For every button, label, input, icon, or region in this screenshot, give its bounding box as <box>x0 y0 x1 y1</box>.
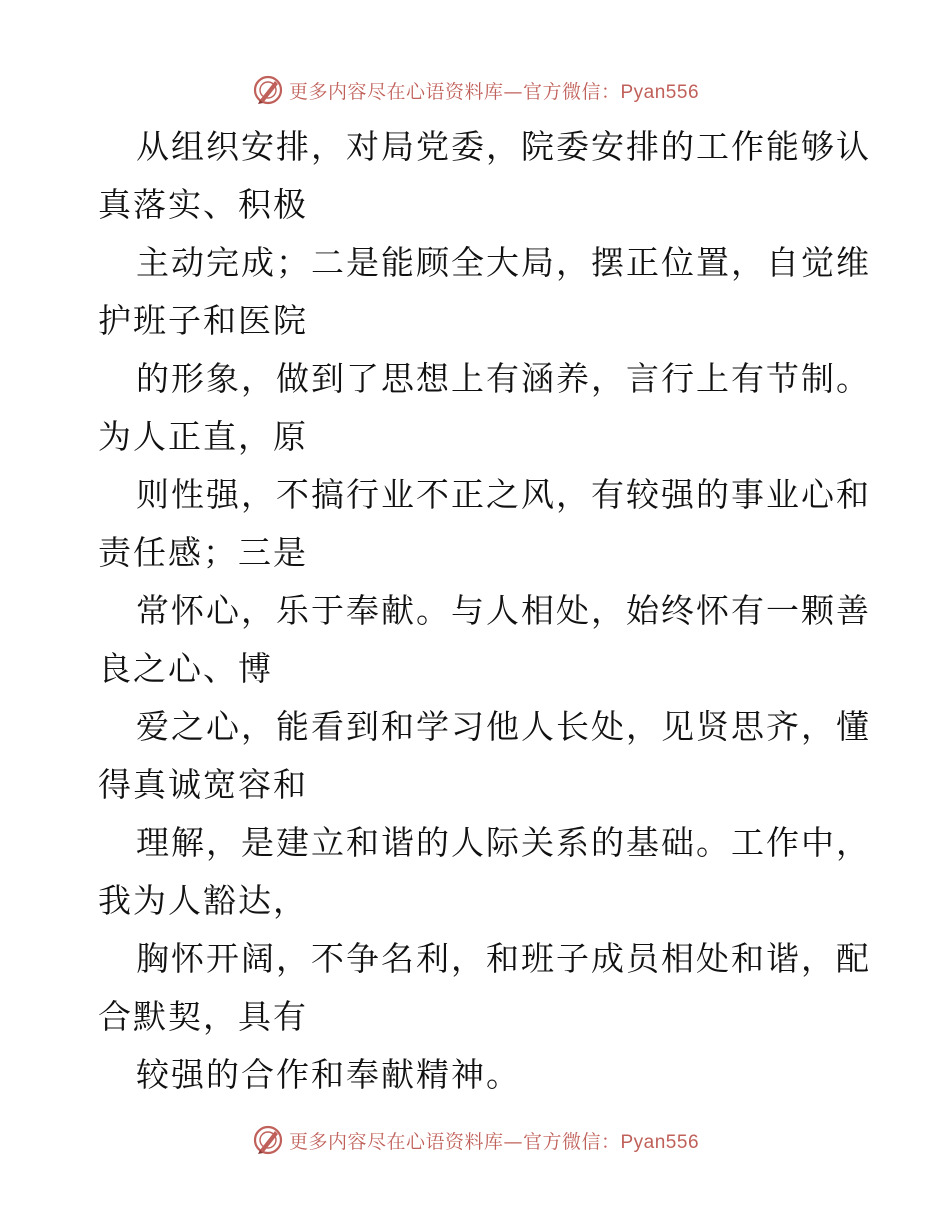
body-line: 的形象，做到了思想上有涵养，言行上有节制。 <box>136 359 871 398</box>
body-line: 爱之心，能看到和学习他人长处，见贤思齐，懂 <box>136 707 871 746</box>
document-body <box>98 118 878 1104</box>
footer-banner-text: 更多内容尽在心语资料库—官方微信：Pyan556 <box>288 1130 700 1153</box>
header-banner <box>0 70 950 110</box>
body-line: 主动完成；二是能顾全大局，摆正位置，自觉维 <box>136 243 871 282</box>
body-line: 真落实、积极 <box>98 185 308 224</box>
body-line: 从组织安排，对局党委，院委安排的工作能够认 <box>136 127 871 166</box>
pen-logo-icon <box>251 1123 285 1157</box>
body-line: 良之心、博 <box>98 649 273 688</box>
body-line: 得真诚宽容和 <box>98 765 308 804</box>
body-line: 责任感；三是 <box>98 533 308 572</box>
body-line: 常怀心，乐于奉献。与人相处，始终怀有一颗善 <box>136 591 871 630</box>
body-line: 合默契，具有 <box>98 997 308 1036</box>
body-line: 我为人豁达， <box>98 881 308 920</box>
body-line: 则性强，不搞行业不正之风，有较强的事业心和 <box>136 475 871 514</box>
footer-banner-handle: Pyan556 <box>620 1131 700 1153</box>
body-line: 理解，是建立和谐的人际关系的基础。工作中， <box>136 823 871 862</box>
header-banner-text: 更多内容尽在心语资料库—官方微信：Pyan556 <box>288 80 700 103</box>
body-line: 较强的合作和奉献精神。 <box>136 1055 521 1094</box>
body-line: 护班子和医院 <box>98 301 308 340</box>
header-banner-handle: Pyan556 <box>620 81 700 103</box>
body-line: 为人正直，原 <box>98 417 308 456</box>
pen-logo-icon <box>251 73 285 107</box>
body-line: 胸怀开阔，不争名利，和班子成员相处和谐，配 <box>136 939 871 978</box>
footer-banner <box>0 1120 950 1160</box>
